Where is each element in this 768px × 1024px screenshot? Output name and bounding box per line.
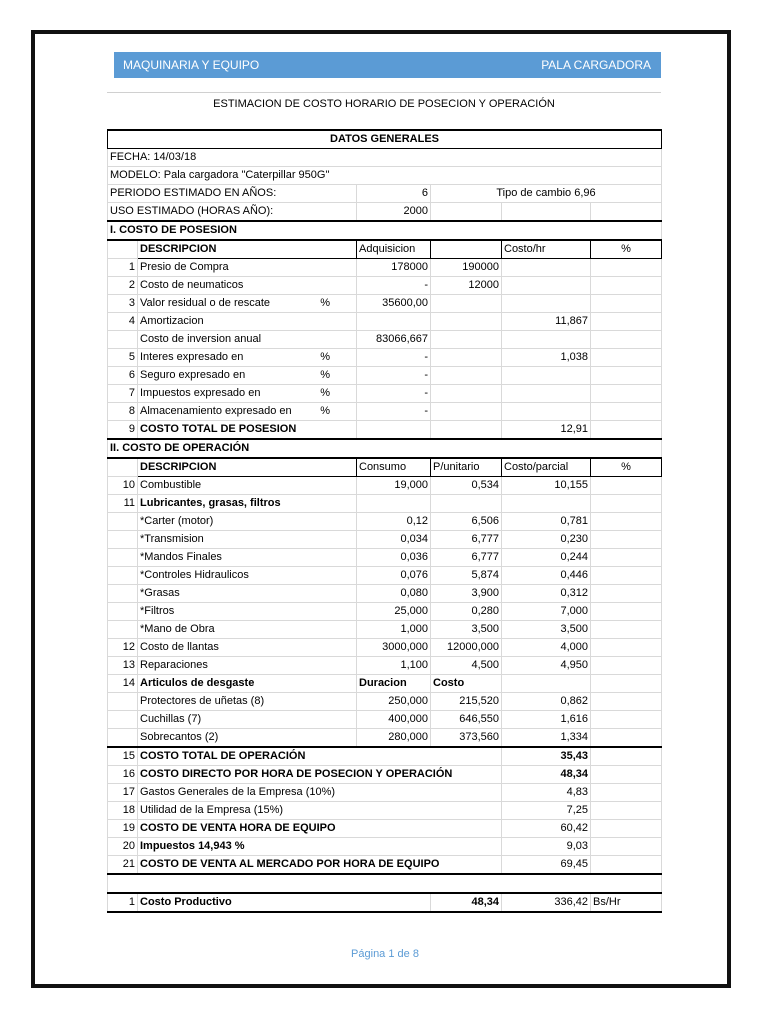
row-number: 13 <box>108 657 138 675</box>
punitario-value: 6,777 <box>431 531 502 549</box>
costo-parcial-value: 3,500 <box>502 621 591 639</box>
table-row <box>108 367 662 385</box>
row-number: 9 <box>108 421 138 440</box>
subheader-costo: Costo <box>431 675 502 693</box>
row-number <box>108 331 138 349</box>
cell <box>591 766 662 784</box>
row-number: 17 <box>108 784 138 802</box>
general-heading-row <box>108 130 662 149</box>
pct-symbol: % <box>320 351 330 363</box>
row-desc <box>138 259 357 277</box>
consumo-value: 19,000 <box>357 477 431 495</box>
header-right: PALA CARGADORA <box>541 58 651 72</box>
table-row <box>108 639 662 657</box>
costo-parcial-value: 1,334 <box>502 729 591 748</box>
summary-value: 69,45 <box>502 856 591 875</box>
row-number <box>108 567 138 585</box>
pct-value <box>591 385 662 403</box>
pct-symbol: % <box>320 297 330 309</box>
pct-value <box>591 259 662 277</box>
costo-hr-value: 11,867 <box>502 313 591 331</box>
header-pct: % <box>591 240 662 259</box>
table-row <box>108 295 662 313</box>
table-row <box>108 729 662 748</box>
row-desc: Protectores de uñetas (8) <box>138 693 357 711</box>
costo-hr-value <box>502 367 591 385</box>
uso-value: 2000 <box>357 203 431 222</box>
cell <box>357 421 431 440</box>
table-row <box>108 603 662 621</box>
table-row <box>108 585 662 603</box>
total-row <box>108 421 662 440</box>
adquisicion-value: 83066,667 <box>357 331 431 349</box>
row-desc: Sobrecantos (2) <box>138 729 357 748</box>
pct-value <box>591 549 662 567</box>
adquisicion-value: 35600,00 <box>357 295 431 313</box>
pct-value <box>591 621 662 639</box>
consumo-value <box>357 495 431 513</box>
table-row <box>108 477 662 495</box>
row-desc: Costo de llantas <box>138 639 357 657</box>
summary-value: 60,42 <box>502 820 591 838</box>
row-number: 10 <box>108 477 138 495</box>
secondary-value <box>431 385 502 403</box>
header-left: MAQUINARIA Y EQUIPO <box>123 58 260 72</box>
adquisicion-value <box>357 313 431 331</box>
consumo-value: 0,076 <box>357 567 431 585</box>
row-desc: Reparaciones <box>138 657 357 675</box>
productivo-row <box>108 893 662 912</box>
secondary-value <box>431 313 502 331</box>
consumo-value: 1,100 <box>357 657 431 675</box>
header-adquisicion: Adquisicion <box>357 240 431 259</box>
cell <box>108 693 138 711</box>
header-costo-parcial: Costo/parcial <box>502 458 591 477</box>
row-number <box>108 531 138 549</box>
row-desc <box>138 331 357 349</box>
punitario-value: 3,500 <box>431 621 502 639</box>
costo-parcial-value: 10,155 <box>502 477 591 495</box>
secondary-value <box>431 367 502 385</box>
desc-text: Almacenamiento expresado en <box>140 405 292 417</box>
desc-text: Valor residual o de rescate <box>140 297 271 309</box>
pct-value <box>591 531 662 549</box>
pct-value <box>591 513 662 531</box>
pct-symbol: % <box>320 387 330 399</box>
table-row <box>108 549 662 567</box>
cell <box>431 421 502 440</box>
consumo-value: 0,036 <box>357 549 431 567</box>
summary-row <box>108 766 662 784</box>
row-number <box>108 513 138 531</box>
desc-text: Amortizacion <box>140 315 204 327</box>
costo-hr-value <box>502 403 591 421</box>
summary-value: 9,03 <box>502 838 591 856</box>
punitario-value: 12000,000 <box>431 639 502 657</box>
punitario-value: 5,874 <box>431 567 502 585</box>
row-desc: Articulos de desgaste <box>138 675 357 693</box>
costo-hr-value: 1,038 <box>502 349 591 367</box>
costo-hr-value <box>502 385 591 403</box>
table-row <box>108 259 662 277</box>
pct-value <box>591 657 662 675</box>
costo-parcial-value: 4,000 <box>502 639 591 657</box>
uso-row <box>108 203 662 222</box>
table-row <box>108 531 662 549</box>
secondary-value <box>431 295 502 313</box>
costo-parcial-value: 0,446 <box>502 567 591 585</box>
header-costo-hr: Costo/hr <box>502 240 591 259</box>
cell <box>591 729 662 748</box>
row-number: 14 <box>108 675 138 693</box>
summary-value: 48,34 <box>502 766 591 784</box>
costo-value: 373,560 <box>431 729 502 748</box>
table-row <box>108 495 662 513</box>
table-row <box>108 385 662 403</box>
adquisicion-value: 178000 <box>357 259 431 277</box>
summary-row <box>108 820 662 838</box>
header-punitario: P/unitario <box>431 458 502 477</box>
cell <box>591 838 662 856</box>
pct-value <box>591 477 662 495</box>
summary-row <box>108 802 662 820</box>
pct-value <box>591 367 662 385</box>
modelo-row <box>108 167 662 185</box>
row-number: 7 <box>108 385 138 403</box>
pct-value <box>591 567 662 585</box>
row-number: 1 <box>108 259 138 277</box>
cell <box>108 711 138 729</box>
pct-value <box>591 603 662 621</box>
cell <box>108 240 138 259</box>
summary-value: 7,25 <box>502 802 591 820</box>
table-row <box>108 331 662 349</box>
fecha-row <box>108 149 662 167</box>
summary-label: Impuestos 14,943 % <box>138 838 502 856</box>
punitario-value: 4,500 <box>431 657 502 675</box>
table-row <box>108 403 662 421</box>
row-desc <box>138 349 357 367</box>
table-row <box>108 675 662 693</box>
subheader-duracion: Duracion <box>357 675 431 693</box>
punitario-value: 6,777 <box>431 549 502 567</box>
row-desc: *Transmision <box>138 531 357 549</box>
pct-value <box>591 313 662 331</box>
row-number <box>108 549 138 567</box>
pct-value <box>591 331 662 349</box>
duracion-value: 280,000 <box>357 729 431 748</box>
cell <box>591 820 662 838</box>
spacer-row <box>108 874 662 893</box>
adquisicion-value: - <box>357 277 431 295</box>
row-number: 3 <box>108 295 138 313</box>
pct-value <box>591 639 662 657</box>
duracion-value: 400,000 <box>357 711 431 729</box>
table-row <box>108 693 662 711</box>
duracion-value: 250,000 <box>357 693 431 711</box>
row-number: 6 <box>108 367 138 385</box>
punitario-value: 0,280 <box>431 603 502 621</box>
row-number: 4 <box>108 313 138 331</box>
cost-table <box>107 129 662 913</box>
cell <box>591 784 662 802</box>
row-desc: *Controles Hidraulicos <box>138 567 357 585</box>
uso-label: USO ESTIMADO (HORAS AÑO): <box>108 203 357 222</box>
section-posesion: I. COSTO DE POSESION <box>108 221 662 240</box>
summary-label: COSTO DIRECTO POR HORA DE POSECION Y OPERACIÓN <box>138 766 502 784</box>
desc-text: Seguro expresado en <box>140 369 246 381</box>
row-desc <box>138 277 357 295</box>
periodo-label: PERIODO ESTIMADO EN AÑOS: <box>108 185 357 203</box>
row-desc: Combustible <box>138 477 357 495</box>
pct-symbol: % <box>320 369 330 381</box>
header-descripcion: DESCRIPCION <box>138 458 357 477</box>
cell <box>591 802 662 820</box>
summary-label: Gastos Generales de la Empresa (10%) <box>138 784 502 802</box>
secondary-value: 190000 <box>431 259 502 277</box>
costo-value: 646,550 <box>431 711 502 729</box>
summary-label: COSTO DE VENTA HORA DE EQUIPO <box>138 820 502 838</box>
consumo-value: 0,12 <box>357 513 431 531</box>
costo-parcial-value: 0,312 <box>502 585 591 603</box>
row-number: 21 <box>108 856 138 875</box>
total-posesion-value: 12,91 <box>502 421 591 440</box>
summary-row <box>108 784 662 802</box>
cost-sheet <box>107 92 661 913</box>
punitario-value: 0,534 <box>431 477 502 495</box>
row-number <box>108 585 138 603</box>
row-desc: *Mano de Obra <box>138 621 357 639</box>
row-number: 18 <box>108 802 138 820</box>
header-row <box>108 458 662 477</box>
consumo-value: 0,034 <box>357 531 431 549</box>
row-number: 20 <box>108 838 138 856</box>
row-number: 16 <box>108 766 138 784</box>
desc-text: Interes expresado en <box>140 351 244 363</box>
costo-hr-value <box>502 277 591 295</box>
row-desc <box>138 367 357 385</box>
header-empty <box>431 240 502 259</box>
costo-hr-value <box>502 259 591 277</box>
row-number: 15 <box>108 747 138 766</box>
row-number: 5 <box>108 349 138 367</box>
consumo-value: 0,080 <box>357 585 431 603</box>
header-descripcion: DESCRIPCION <box>138 240 357 259</box>
row-desc <box>138 403 357 421</box>
summary-value: 35,43 <box>502 747 591 766</box>
costo-parcial-value: 1,616 <box>502 711 591 729</box>
periodo-value: 6 <box>357 185 431 203</box>
table-row <box>108 711 662 729</box>
costo-parcial-value <box>502 495 591 513</box>
summary-value: 4,83 <box>502 784 591 802</box>
section-operacion: II. COSTO DE OPERACIÓN <box>108 439 662 458</box>
table-row <box>108 621 662 639</box>
adquisicion-value: - <box>357 385 431 403</box>
row-number: 8 <box>108 403 138 421</box>
unit-label: Bs/Hr <box>591 893 662 912</box>
costo-parcial-value: 0,862 <box>502 693 591 711</box>
cell <box>591 747 662 766</box>
row-number <box>108 621 138 639</box>
row-desc <box>138 313 357 331</box>
cell <box>591 856 662 875</box>
costo-hr-value <box>502 295 591 313</box>
table-row <box>108 313 662 331</box>
header-banner <box>114 52 661 78</box>
row-desc: *Filtros <box>138 603 357 621</box>
row-desc: *Grasas <box>138 585 357 603</box>
cell <box>108 874 662 893</box>
cell <box>591 711 662 729</box>
row-desc: *Mandos Finales <box>138 549 357 567</box>
pct-value <box>591 277 662 295</box>
punitario-value <box>431 495 502 513</box>
sheet-title: ESTIMACION DE COSTO HORARIO DE POSECION Y OPERACIÓN <box>107 92 661 115</box>
pct-value <box>591 295 662 313</box>
section-row <box>108 439 662 458</box>
row-number: 2 <box>108 277 138 295</box>
page-footer: Página 1 de 8 <box>351 948 419 960</box>
pct-value <box>591 403 662 421</box>
summary-label: Utilidad de la Empresa (15%) <box>138 802 502 820</box>
adquisicion-value: - <box>357 403 431 421</box>
table-row <box>108 513 662 531</box>
consumo-value: 1,000 <box>357 621 431 639</box>
cell <box>502 675 591 693</box>
secondary-value <box>431 403 502 421</box>
total-posesion-label: COSTO TOTAL DE POSESION <box>138 421 357 440</box>
pct-value <box>591 495 662 513</box>
row-desc: *Carter (motor) <box>138 513 357 531</box>
row-desc: Cuchillas (7) <box>138 711 357 729</box>
pct-symbol: % <box>320 405 330 417</box>
header-row <box>108 240 662 259</box>
table-row <box>108 567 662 585</box>
row-number: 1 <box>108 893 138 912</box>
cell <box>591 693 662 711</box>
modelo: MODELO: Pala cargadora "Caterpillar 950G" <box>108 167 662 185</box>
cell <box>591 203 662 222</box>
summary-label: COSTO DE VENTA AL MERCADO POR HORA DE EQUIPO <box>138 856 502 875</box>
desc-text: Presio de Compra <box>140 261 229 273</box>
cell <box>108 458 138 477</box>
row-desc <box>138 385 357 403</box>
row-number <box>108 603 138 621</box>
cell <box>431 203 502 222</box>
row-desc: Lubricantes, grasas, filtros <box>138 495 357 513</box>
adquisicion-value: - <box>357 367 431 385</box>
costo-parcial-value: 4,950 <box>502 657 591 675</box>
secondary-value <box>431 331 502 349</box>
row-number: 19 <box>108 820 138 838</box>
costo-parcial-value: 0,244 <box>502 549 591 567</box>
cell <box>591 421 662 440</box>
pct-value <box>591 585 662 603</box>
header-consumo: Consumo <box>357 458 431 477</box>
costo-hr-value <box>502 331 591 349</box>
desc-text: Costo de neumaticos <box>140 279 244 291</box>
row-number: 11 <box>108 495 138 513</box>
cell <box>591 675 662 693</box>
consumo-value: 3000,000 <box>357 639 431 657</box>
summary-label: COSTO TOTAL DE OPERACIÓN <box>138 747 502 766</box>
costo-parcial-value: 7,000 <box>502 603 591 621</box>
document-page <box>31 30 731 988</box>
header-pct: % <box>591 458 662 477</box>
cell <box>108 729 138 748</box>
costo-productivo-total: 336,42 <box>502 893 591 912</box>
summary-row <box>108 856 662 875</box>
summary-row <box>108 747 662 766</box>
costo-parcial-value: 0,781 <box>502 513 591 531</box>
row-desc <box>138 295 357 313</box>
punitario-value: 3,900 <box>431 585 502 603</box>
desc-text: Impuestos expresado en <box>140 387 261 399</box>
costo-productivo-label: Costo Productivo <box>138 893 431 912</box>
costo-productivo-hr: 48,34 <box>431 893 502 912</box>
consumo-value: 25,000 <box>357 603 431 621</box>
table-row <box>108 349 662 367</box>
cell <box>502 203 591 222</box>
periodo-row <box>108 185 662 203</box>
costo-value: 215,520 <box>431 693 502 711</box>
general-heading: DATOS GENERALES <box>108 130 662 149</box>
section-row <box>108 221 662 240</box>
desc-text: Costo de inversion anual <box>140 333 262 345</box>
tipo-cambio: Tipo de cambio 6,96 <box>431 185 662 203</box>
summary-row <box>108 838 662 856</box>
table-row <box>108 657 662 675</box>
secondary-value: 12000 <box>431 277 502 295</box>
table-row <box>108 277 662 295</box>
pct-value <box>591 349 662 367</box>
costo-parcial-value: 0,230 <box>502 531 591 549</box>
adquisicion-value: - <box>357 349 431 367</box>
secondary-value <box>431 349 502 367</box>
fecha: FECHA: 14/03/18 <box>108 149 662 167</box>
row-number: 12 <box>108 639 138 657</box>
punitario-value: 6,506 <box>431 513 502 531</box>
